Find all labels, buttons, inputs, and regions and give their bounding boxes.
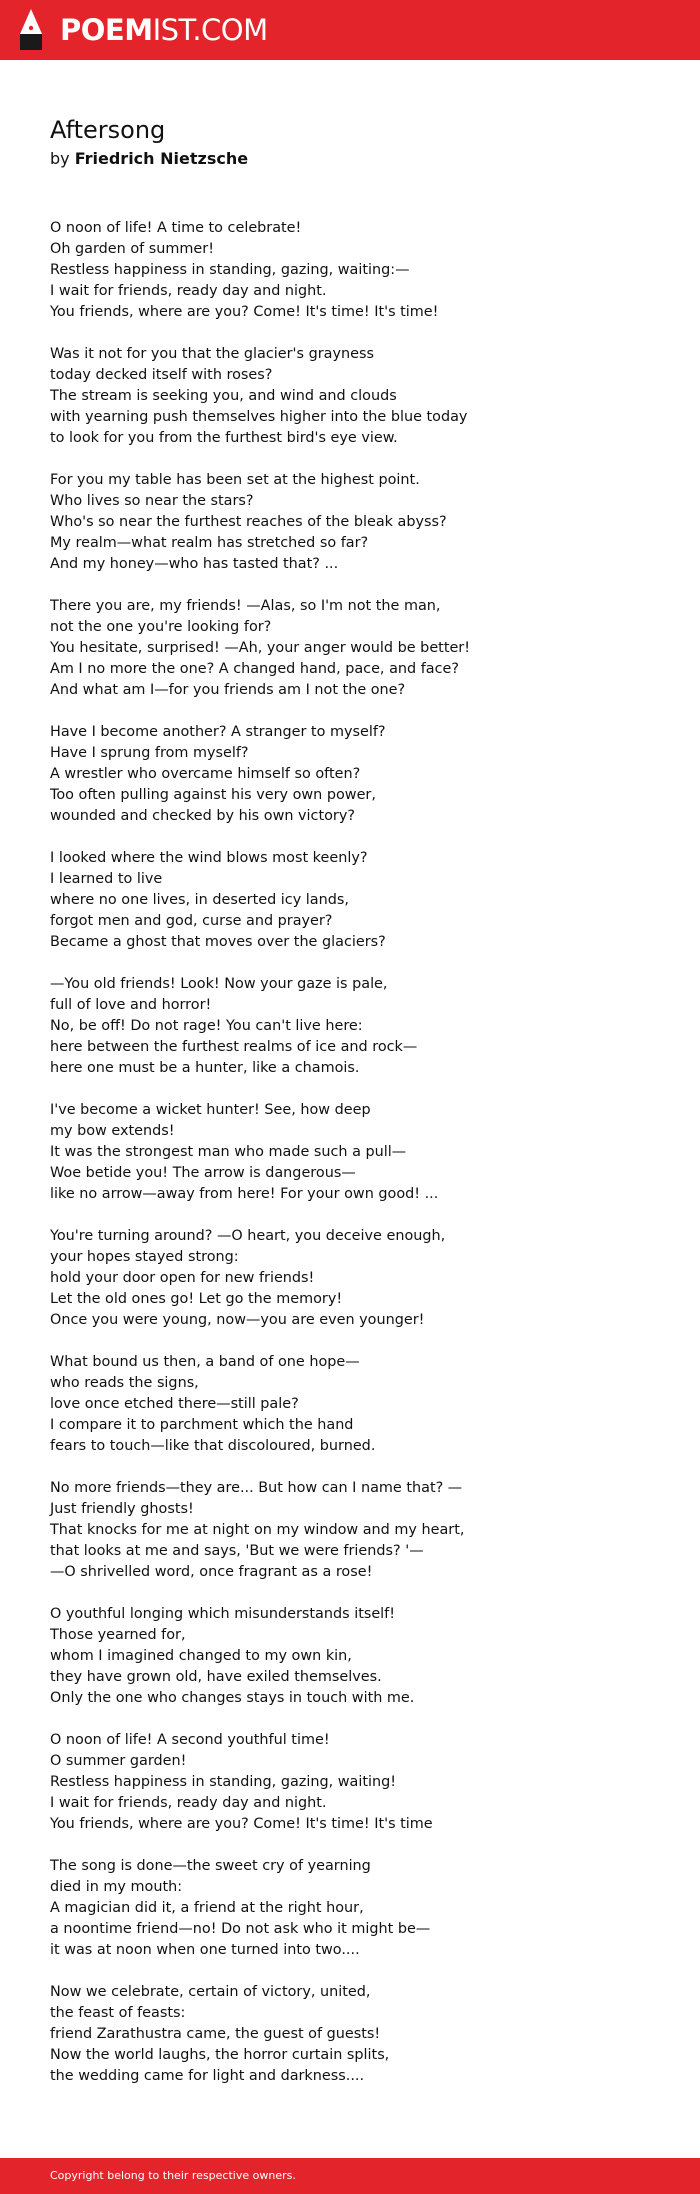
poem-line: I looked where the wind blows most keenly? xyxy=(50,850,368,866)
poem-line: Have I sprung from myself? xyxy=(50,745,249,761)
poem-line: Am I no more the one? A changed hand, pace, and face? xyxy=(50,661,460,677)
stanza xyxy=(50,596,670,701)
stanza xyxy=(50,1856,670,1961)
stanza xyxy=(50,848,670,953)
poem-line: Now the world laughs, the horror curtain splits, xyxy=(50,2047,390,2063)
poem-line: The song is done—the sweet cry of yearning xyxy=(50,1858,371,1874)
poem-line: I've become a wicket hunter! See, how deep xyxy=(50,1102,371,1118)
site-header xyxy=(0,0,700,60)
poem-line: Who lives so near the stars? xyxy=(50,493,254,509)
stanza xyxy=(50,974,670,1079)
poem-title: Aftersong xyxy=(50,116,166,144)
stanza xyxy=(50,218,670,323)
poem-line: O youthful longing which misunderstands itself! xyxy=(50,1606,396,1622)
poem-line: What bound us then, a band of one hope— xyxy=(50,1354,360,1370)
poem-line: —You old friends! Look! Now your gaze is pale, xyxy=(50,976,388,992)
poem-line: Oh garden of summer! xyxy=(50,241,214,257)
stanza xyxy=(50,1478,670,1583)
poem-line: forgot men and god, curse and prayer? xyxy=(50,913,333,929)
poem-line: Became a ghost that moves over the glaciers? xyxy=(50,934,386,950)
poem-line: your hopes stayed strong: xyxy=(50,1249,239,1265)
stanza xyxy=(50,1226,670,1331)
poem-line: For you my table has been set at the highest point. xyxy=(50,472,420,488)
poem-line: Who's so near the furthest reaches of the bleak abyss? xyxy=(50,514,447,530)
stanza xyxy=(50,1100,670,1205)
poem-line: Let the old ones go! Let go the memory! xyxy=(50,1291,343,1307)
poem-line: Was it not for you that the glacier's grayness xyxy=(50,346,374,362)
poem-line: O noon of life! A time to celebrate! xyxy=(50,220,302,236)
pen-nib-icon[interactable] xyxy=(18,8,44,52)
poem-line: O noon of life! A second youthful time! xyxy=(50,1732,330,1748)
poem-line: Only the one who changes stays in touch with me. xyxy=(50,1690,415,1706)
poem-line: a noontime friend—no! Do not ask who it might be— xyxy=(50,1921,431,1937)
poem-line: not the one you're looking for? xyxy=(50,619,272,635)
stanza xyxy=(50,1730,670,1835)
poem-line: they have grown old, have exiled themselves. xyxy=(50,1669,382,1685)
poem-line: That knocks for me at night on my window and my heart, xyxy=(50,1522,465,1538)
poem-line: hold your door open for new friends! xyxy=(50,1270,315,1286)
poem-line: My realm—what realm has stretched so far? xyxy=(50,535,369,551)
poem-line: I wait for friends, ready day and night. xyxy=(50,283,327,299)
poem-line: fears to touch—like that discoloured, burned. xyxy=(50,1438,376,1454)
poem-line: A wrestler who overcame himself so often? xyxy=(50,766,361,782)
poem-line: Woe betide you! The arrow is dangerous— xyxy=(50,1165,356,1181)
poem-line: You friends, where are you? Come! It's time! It's time xyxy=(50,1816,433,1832)
poem-line: You friends, where are you? Come! It's time! It's time! xyxy=(50,304,439,320)
poem-line: The stream is seeking you, and wind and clouds xyxy=(50,388,397,404)
poem-line: wounded and checked by his own victory? xyxy=(50,808,355,824)
poem-line: And what am I—for you friends am I not the one? xyxy=(50,682,406,698)
poem-line: Just friendly ghosts! xyxy=(50,1501,194,1517)
poem-line: the wedding came for light and darkness.... xyxy=(50,2068,365,2084)
poem-line: —O shrivelled word, once fragrant as a rose! xyxy=(50,1564,373,1580)
site-logo[interactable] xyxy=(60,13,268,47)
stanza xyxy=(50,470,670,575)
poem-line: You hesitate, surprised! —Ah, your anger would be better! xyxy=(50,640,470,656)
poem-line: You're turning around? —O heart, you deceive enough, xyxy=(50,1228,446,1244)
poem-line: I compare it to parchment which the hand xyxy=(50,1417,354,1433)
site-footer xyxy=(0,2158,700,2194)
poem-line: Now we celebrate, certain of victory, united, xyxy=(50,1984,371,2000)
poem-line: to look for you from the furthest bird's eye view. xyxy=(50,430,398,446)
poem-line: where no one lives, in deserted icy lands, xyxy=(50,892,349,908)
poem-line: And my honey—who has tasted that? ... xyxy=(50,556,339,572)
poem-line: love once etched there—still pale? xyxy=(50,1396,299,1412)
poem-line: Those yearned for, xyxy=(50,1627,186,1643)
stanza xyxy=(50,344,670,449)
author-name[interactable]: Friedrich Nietzsche xyxy=(74,149,249,168)
stanza xyxy=(50,1982,670,2087)
poem-line: Have I become another? A stranger to myself? xyxy=(50,724,386,740)
logo-light-text: IST.COM xyxy=(152,13,268,47)
copyright-text: Copyright belong to their respective owners. xyxy=(50,2169,296,2182)
poem-line: whom I imagined changed to my own kin, xyxy=(50,1648,352,1664)
poem-line: No, be off! Do not rage! You can't live here: xyxy=(50,1018,363,1034)
poem-line: died in my mouth: xyxy=(50,1879,183,1895)
poem-line: Restless happiness in standing, gazing, waiting:— xyxy=(50,262,410,278)
poem-line: No more friends—they are... But how can I name that? — xyxy=(50,1480,463,1496)
poem-line: I learned to live xyxy=(50,871,163,887)
poem-line: It was the strongest man who made such a pull— xyxy=(50,1144,407,1160)
poem-line: Too often pulling against his very own power, xyxy=(50,787,376,803)
poem-line: full of love and horror! xyxy=(50,997,212,1013)
poem-line: Once you were young, now—you are even younger! xyxy=(50,1312,425,1328)
poem-line: it was at noon when one turned into two.... xyxy=(50,1942,360,1958)
poem-line: like no arrow—away from here! For your own good! ... xyxy=(50,1186,439,1202)
poem-body xyxy=(50,218,670,2108)
stanza xyxy=(50,1604,670,1709)
poem-line: friend Zarathustra came, the guest of guests! xyxy=(50,2026,381,2042)
poem-line: my bow extends! xyxy=(50,1123,175,1139)
poem-line: the feast of feasts: xyxy=(50,2005,186,2021)
poem-line: who reads the signs, xyxy=(50,1375,199,1391)
poem-line: O summer garden! xyxy=(50,1753,187,1769)
by-label: by xyxy=(50,149,70,168)
poem-line: that looks at me and says, 'But we were friends? '— xyxy=(50,1543,424,1559)
poem-line: today decked itself with roses? xyxy=(50,367,273,383)
poem-line: Restless happiness in standing, gazing, waiting! xyxy=(50,1774,396,1790)
poem-line: with yearning push themselves higher into the blue today xyxy=(50,409,468,425)
poem-line: A magician did it, a friend at the right hour, xyxy=(50,1900,364,1916)
logo-bold-text: POEM xyxy=(60,13,153,47)
poem-line: here between the furthest realms of ice and rock— xyxy=(50,1039,418,1055)
stanza xyxy=(50,722,670,827)
stanza xyxy=(50,1352,670,1457)
poem-line: here one must be a hunter, like a chamois. xyxy=(50,1060,360,1076)
poem-line: I wait for friends, ready day and night. xyxy=(50,1795,327,1811)
byline xyxy=(50,149,248,169)
poem-line: There you are, my friends! —Alas, so I'm not the man, xyxy=(50,598,441,614)
